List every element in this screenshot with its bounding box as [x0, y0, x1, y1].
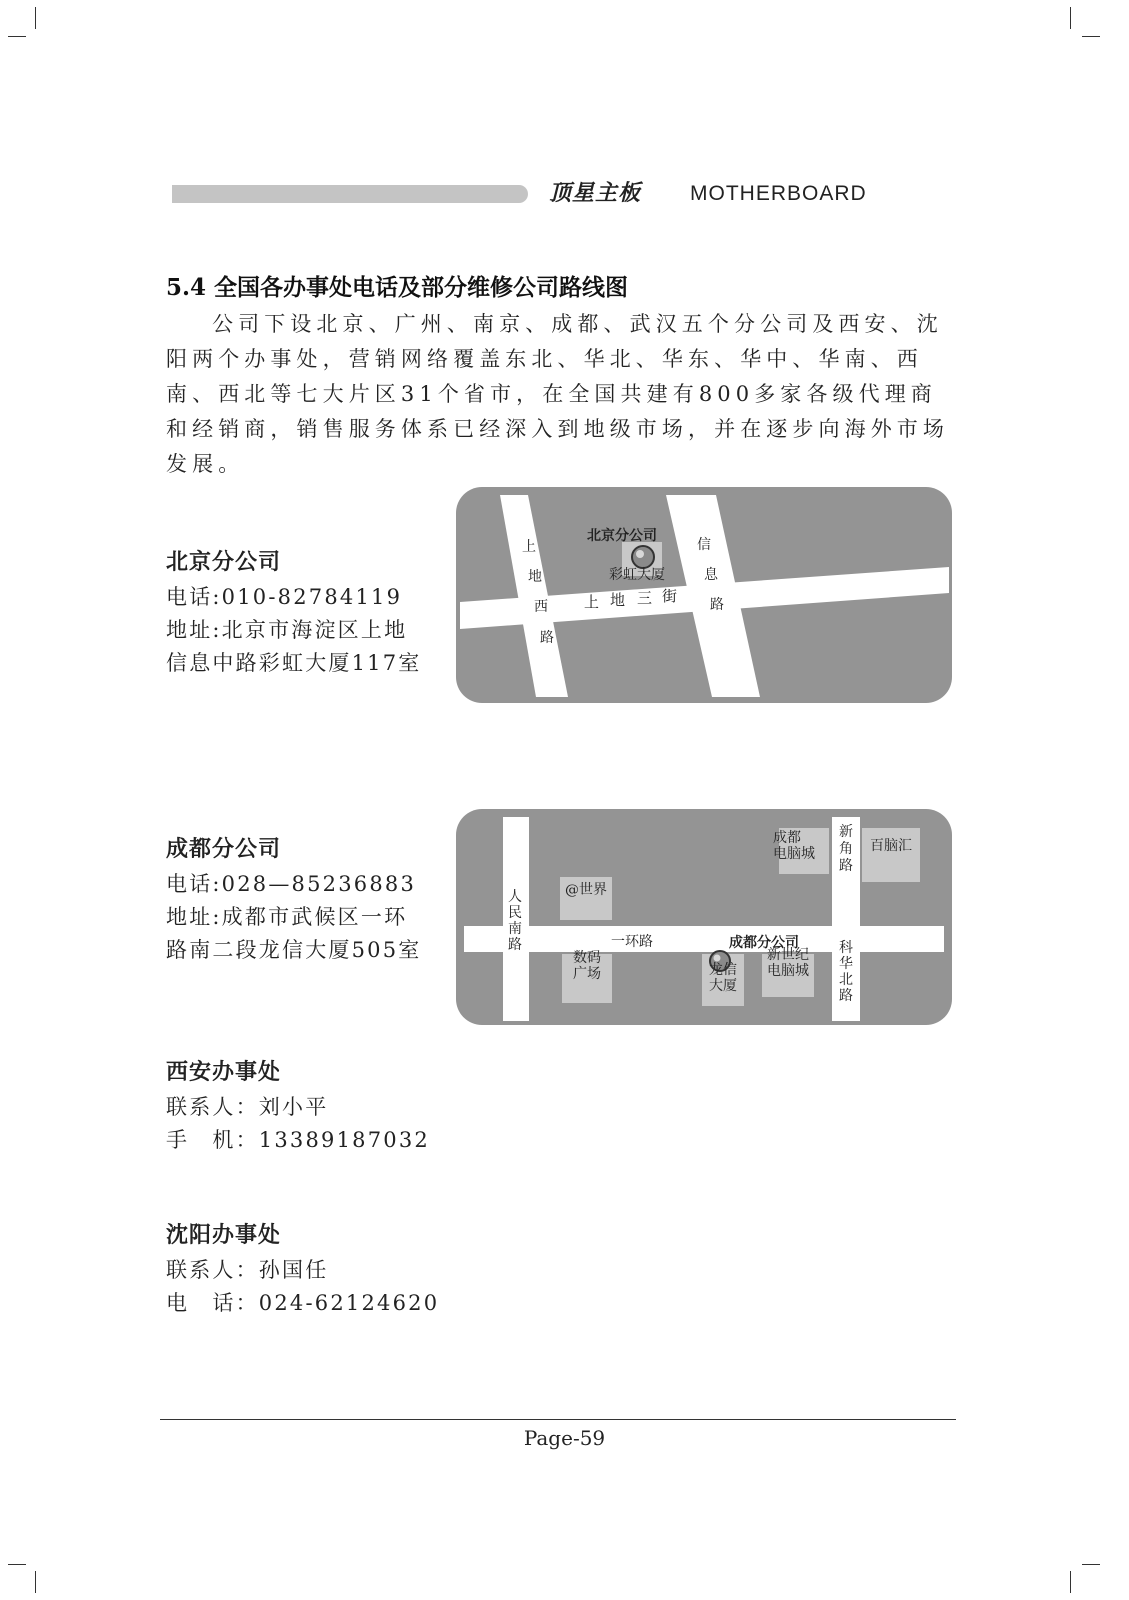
- office-beijing: [166, 546, 421, 680]
- location-marker: [632, 546, 654, 568]
- road-main-label: 一环路: [611, 934, 653, 950]
- office-phone: 电话:028—85236883: [166, 872, 417, 896]
- road-right-bottom-4: 路: [839, 988, 853, 1004]
- page-number: Page-59: [523, 1426, 606, 1450]
- chengdu-route-map: [456, 809, 952, 1025]
- crop-mark-tl-v: [35, 7, 36, 29]
- office-name: 北京分公司: [166, 549, 282, 575]
- crop-mark-bl-v: [35, 1571, 36, 1593]
- road-right-bottom-3: 北: [839, 972, 853, 988]
- brand-subtitle: MOTHERBOARD: [690, 182, 867, 205]
- road-left-1: 人: [508, 889, 522, 905]
- office-phone: 电话:010-82784119: [166, 585, 403, 609]
- crop-mark-tr-v: [1070, 7, 1071, 29]
- crop-mark-tl-h: [8, 36, 26, 37]
- road-right-top-3: 路: [839, 858, 853, 874]
- road-main-3: 三: [637, 589, 653, 607]
- road-left-2: 民: [508, 905, 522, 921]
- road-right-top-1: 新: [839, 824, 853, 840]
- road-west-4: 路: [540, 630, 554, 646]
- road-main-1: 上: [584, 593, 600, 611]
- crop-mark-br-v: [1070, 1571, 1071, 1593]
- crop-mark-tr-h: [1082, 36, 1100, 37]
- office-shenyang: [166, 1219, 439, 1320]
- road-west-3: 西: [534, 599, 548, 615]
- block-digital-label-1: 数码: [573, 950, 601, 966]
- road-east-2: 息: [704, 567, 718, 583]
- header-bar: [172, 185, 528, 203]
- road-right-top-2: 角: [839, 841, 853, 857]
- office-address-cont: 路南二段龙信大厦505室: [166, 938, 422, 962]
- road-east-3: 路: [710, 597, 724, 613]
- block-cdpc-label-1: 成都: [773, 830, 801, 846]
- block-newcentury-label-1: 新世纪: [767, 947, 809, 963]
- road-right-bottom-1: 科: [839, 940, 853, 956]
- office-contact: 联系人：孙国任: [166, 1258, 329, 1282]
- office-mobile: 手 机：13389187032: [166, 1128, 430, 1152]
- location-marker-highlight: [636, 550, 644, 558]
- road-east-1: 信: [697, 537, 711, 553]
- road-left-3: 南: [508, 921, 522, 937]
- building-label: 彩虹大厦: [609, 567, 665, 583]
- office-contact: 联系人：刘小平: [166, 1095, 329, 1119]
- block-cdpc-label-2: 电脑城: [773, 846, 815, 862]
- block-world-label: @世界: [565, 882, 607, 898]
- office-name: 沈阳办事处: [166, 1222, 282, 1248]
- road-left-4: 路: [508, 937, 522, 953]
- office-chengdu: [166, 833, 421, 967]
- office-phone: 电 话：024-62124620: [166, 1291, 440, 1315]
- office-address-cont: 信息中路彩虹大厦117室: [166, 651, 422, 675]
- block-bainao-label: 百脑汇: [870, 838, 912, 854]
- map-company-label: 成都分公司: [729, 935, 799, 951]
- road-main-4: 街: [662, 587, 678, 605]
- beijing-route-map: [456, 487, 952, 703]
- block-newcentury-label-2: 电脑城: [767, 963, 809, 979]
- block-longxin-label-1: 龙信: [709, 962, 737, 978]
- block-bainao: [862, 828, 920, 882]
- office-address: 地址:成都市武候区一环: [166, 905, 408, 929]
- office-address: 地址:北京市海淀区上地: [166, 618, 408, 642]
- office-xian: [166, 1056, 430, 1157]
- block-longxin-label-2: 大厦: [709, 978, 737, 994]
- map-company-label: 北京分公司: [587, 528, 657, 544]
- footer-rule: [160, 1419, 956, 1420]
- crop-mark-bl-h: [8, 1564, 26, 1565]
- intro-paragraph: 公司下设北京、广州、南京、成都、武汉五个分公司及西安、沈阳两个办事处，营销网络覆盖东北、华北、华东、华中、华南、西南、西北等七大片区31个省市，在全国共建有800多家各级代理商和经销商，销售服务体系已经深入到地级市场，并在逐步向海外市场发展。: [166, 312, 949, 476]
- section-title: 5.4 全国各办事处电话及部分维修公司路线图: [166, 274, 629, 301]
- office-name: 西安办事处: [166, 1059, 282, 1085]
- location-marker-highlight: [714, 955, 721, 962]
- brand-logo: 顶星主板: [549, 181, 642, 206]
- road-west-1: 上: [522, 539, 536, 555]
- block-digital-label-2: 广场: [573, 966, 601, 982]
- road-right-bottom-2: 华: [839, 956, 853, 972]
- road-west-2: 地: [528, 569, 542, 585]
- office-name: 成都分公司: [166, 836, 282, 862]
- road-yihuan-lu: [464, 926, 944, 952]
- crop-mark-br-h: [1082, 1564, 1100, 1565]
- road-main-2: 地: [610, 591, 626, 609]
